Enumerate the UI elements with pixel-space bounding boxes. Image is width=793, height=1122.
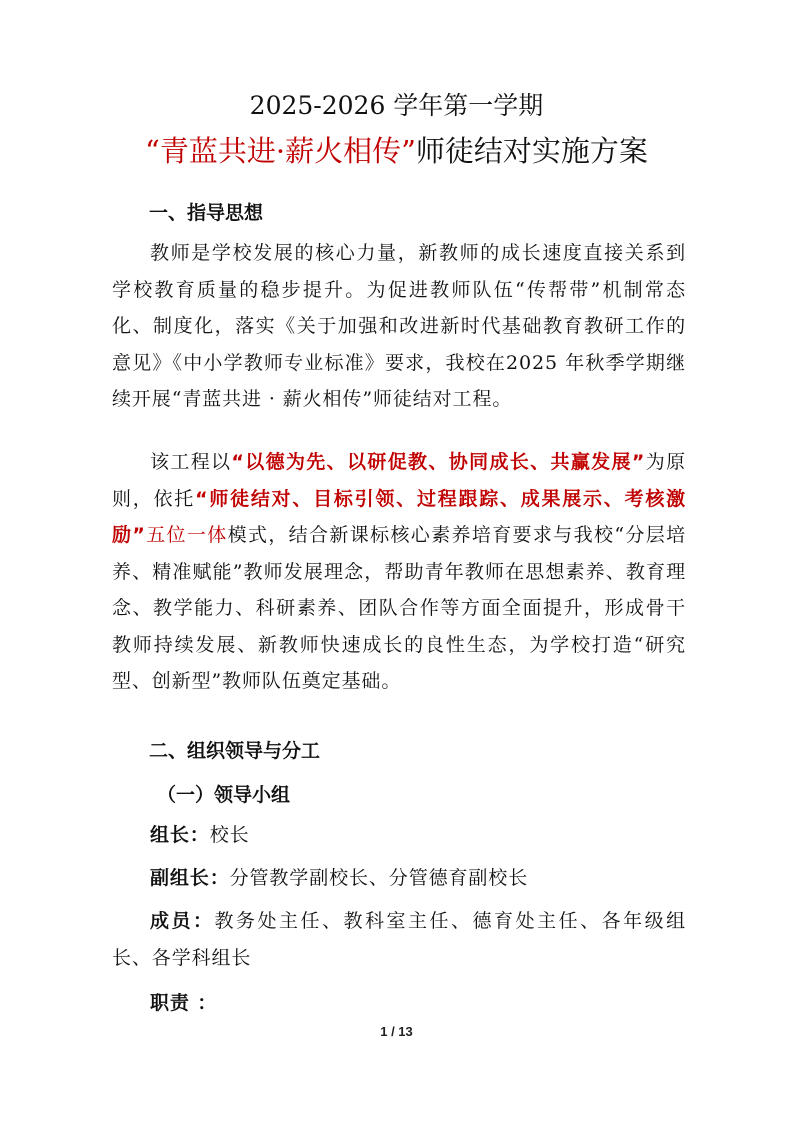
leader-line <box>112 817 686 854</box>
deputy-value: 分管教学副校长、分管德育副校长 <box>229 867 529 889</box>
doc-title-line2 <box>0 128 793 174</box>
doc-title-line1: 2025-2026 学年第一学期 <box>249 91 544 120</box>
leader-value: 校长 <box>209 824 250 846</box>
leader-label: 组长： <box>150 824 210 846</box>
members-value: 教务处主任、教科室主任、德育处主任、各年级组长、各学科组长 <box>112 910 686 969</box>
members-line <box>112 903 686 976</box>
para2-text1: 该工程以 <box>150 451 232 473</box>
para2-principle-highlight: “以德为先、以研促教、协同成长、共赢发展” <box>231 451 646 473</box>
para2-text2: 为原则，依托 <box>112 451 686 510</box>
deputy-line <box>112 860 686 897</box>
duty-line <box>112 985 686 1022</box>
members-label: 成员： <box>150 910 215 932</box>
para2-five-in-one: 五位一体 <box>145 524 228 546</box>
page-number: 1 / 13 <box>380 1024 413 1039</box>
para2-text3: 模式，结合新课标核心素养培育要求与我校“分层培养、精准赋能”教师发展理念，帮助青年教师在思想素养、教育理念、教学能力、科研素养、团队合作等方面全面提升，形成骨干教师持续发展、新教师快速成长的良性生态，为学校打造“研究型、创新型”教师队伍奠定基础。 <box>112 524 686 692</box>
section2-sub1-heading: （一）领导小组 <box>157 784 291 806</box>
section1-paragraph2 <box>112 444 686 700</box>
doc-title-black-part: 师徒结对实施方案 <box>415 134 648 168</box>
para2-model-highlight: “师徒结对、目标引领、过程跟踪、成果展示、考核激励” <box>112 487 686 546</box>
section1-paragraph1: 教师是学校发展的核心力量，新教师的成长速度直接关系到学校教育质量的稳步提升。为促进教师队伍“传帮带”机制常态化、制度化，落实《关于加强和改进新时代基础教育教研工作的意见》《中小学教师专业标准》要求，我校在2025 年秋季学期继续开展“青蓝共进 · 薪火相传”师徒结对工程。 <box>112 242 686 410</box>
section2-heading: 二、组织领导与分工 <box>149 740 321 762</box>
duty-label: 职责 ： <box>150 992 218 1014</box>
deputy-label: 副组长： <box>150 867 230 889</box>
section1-heading: 一、指导思想 <box>149 202 264 224</box>
doc-title-red-part: “青蓝共进·薪火相传” <box>145 134 416 168</box>
